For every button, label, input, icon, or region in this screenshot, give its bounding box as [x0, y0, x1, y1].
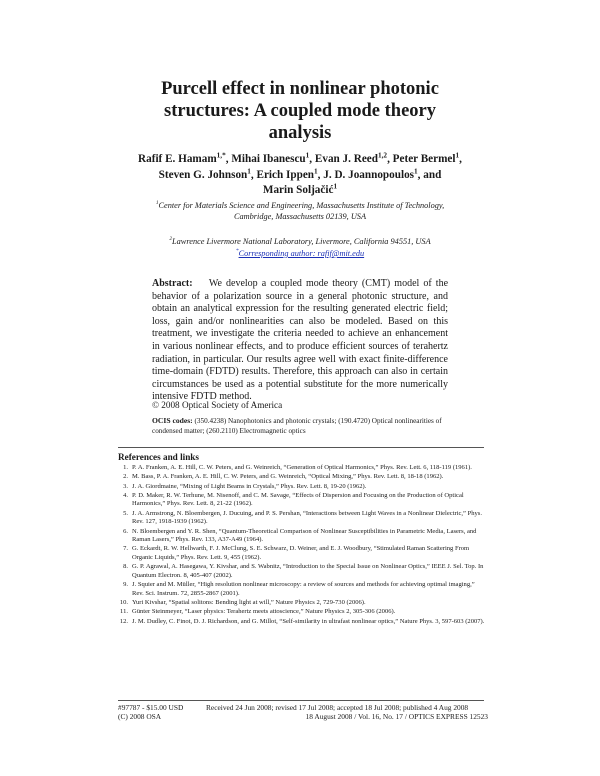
ocis-text: (350.4238) Nanophotonics and photonic crystals; (190.4720) Optical nonlinearities of condensed matter; (260.2110) Electromagnetic optics: [152, 417, 442, 435]
ocis-codes: [152, 416, 452, 436]
reference-text: J. A. Giordmaine, “Mixing of Light Beams in Crystals,” Phys. Rev. Lett. 8, 19-20 (1962).: [132, 482, 367, 490]
references-heading: References and links: [118, 452, 199, 462]
abstract-text: We develop a coupled mode theory (CMT) model of the behavior of a polarization source in a general photonic structure, and obtain an analytical expression for the resulting generated electric field; loss, gain and/or nonlinearities can also be modeled. Based on this treatment, we investigate the criteria needed to achieve an enhancement in various nonlinear effects, and to produce efficient sources of terahertz radiation, in particular. Our results agree well with exact finite-difference time-domain (FDTD) results. Therefore, this approach can also in certain circumstances be used as a potential substitute for the more numerically intensive FDTD method.: [152, 278, 449, 403]
reference-text: P. A. Franken, A. E. Hill, C. W. Peters, and G. Weinreich, “Generation of Optical Harmonics,” Phys. Rev. Lett. 6, 118-119 (1961).: [132, 464, 472, 471]
reference-item: [118, 492, 486, 509]
footer-dates: Received 24 Jun 2008; revised 17 Jul 2008; accepted 18 Jul 2008; published 4 Aug 2008: [206, 703, 469, 712]
author-affil-mark: 1,*: [216, 151, 226, 160]
reference-item: [118, 528, 486, 545]
footer-copyright: (C) 2008 OSA: [118, 712, 162, 721]
reference-item: [118, 483, 486, 492]
reference-text: N. Bloembergen and Y. R. Shen, “Quantum-Theoretical Comparison of Nonlinear Susceptibilities in Parametric Media, Lasers, and Raman Lasers,” Phys. Rev. 133, A37-A49 (1964).: [132, 527, 477, 544]
footer-divider: [118, 700, 484, 701]
author-affil-mark: 1: [314, 166, 318, 175]
author-affil-mark: 1: [414, 166, 418, 175]
reference-number: 6.: [123, 527, 128, 535]
author-name: Steven G. Johnson: [158, 168, 248, 181]
author-affil-mark: 1: [247, 166, 251, 175]
reference-number: 11.: [120, 608, 128, 616]
reference-text: G. Eckardt, R. W. Hellwarth, F. J. McClung, S. E. Schwarz, D. Weiner, and E. J. Woodbury, “Stimulated Raman Scattering From Organic Liquids,” Phys. Rev. Lett. 9, 455 (1962).: [132, 545, 470, 562]
author-separator: ,: [459, 153, 462, 165]
reference-number: 12.: [119, 617, 128, 625]
affiliation-llnl: [110, 236, 490, 247]
abstract: [152, 278, 448, 404]
reference-number: 8.: [123, 563, 128, 571]
reference-number: 4.: [123, 491, 128, 499]
reference-text: P. D. Maker, R. W. Terhune, M. Nisenoff, and C. M. Savage, “Effects of Dispersion and Focusing on the Production of Optical Harmonics,” Phys. Rev. Lett. 8, 21-22 (1962).: [132, 491, 464, 508]
reference-item: [118, 510, 486, 527]
author-line: [110, 152, 490, 168]
reference-text: Yuri Kivshar, “Spatial solitons: Bending light at will,” Nature Physics 2, 729-730 (2006).: [132, 599, 366, 607]
footer-price: #97787 - $15.00 USD: [118, 703, 184, 712]
reference-text: G. P. Agrawal, A. Hasegawa, Y. Kivshar, and S. Wabnitz, “Introduction to the Special Issue on Nonlinear Optics,” IEEE J. Sel. Top. In Quantum Electron. 8, 405-407 (2002).: [132, 563, 484, 580]
affil-text: Cambridge, Massachusetts 02139, USA: [233, 212, 367, 221]
author-separator: , and: [417, 168, 442, 181]
author-name: , Erich Ippen: [250, 168, 315, 181]
references-list: [118, 464, 486, 627]
reference-item: [118, 464, 486, 473]
author-name: , Peter Bermel: [387, 153, 456, 165]
reference-text: Günter Steinmeyer, “Laser physics: Terahertz meets attoscience,” Nature Physics 2, 305-306 (2006).: [132, 608, 396, 616]
divider: [118, 447, 484, 448]
title-line: analysis: [268, 123, 332, 143]
reference-number: 5.: [123, 509, 128, 517]
affil-mark: *: [235, 248, 239, 255]
reference-text: J. M. Dudley, C. Finot, D. J. Richardson, and G. Millot, “Self-similarity in ultrafast nonlinear optics,” Nature Phys. 3, 597-603 (2007).: [132, 617, 485, 625]
author-affil-mark: 1: [333, 182, 338, 191]
reference-item: [118, 599, 486, 608]
author-affil-mark: 1: [455, 151, 460, 160]
reference-number: 7.: [123, 545, 128, 553]
reference-item: [118, 581, 486, 598]
author-name: Marin Soljačić: [262, 184, 334, 196]
author-affil-mark: 1,2: [377, 151, 388, 160]
author-line: [110, 183, 490, 199]
abstract-label: Abstract:: [152, 278, 193, 289]
affil-mark: 1: [155, 200, 159, 207]
reference-text: J. A. Armstrong, N. Bloembergen, J. Ducuing, and P. S. Pershan, “Interactions between Light Waves in a Nonlinear Dielectric,” Phys. Rev. 127, 1918-1939 (1962).: [132, 509, 482, 526]
reference-text: M. Bass, P. A. Franken, A. E. Hill, C. W. Peters, and G. Weinreich, “Optical Mixing,” Phys. Rev. Lett. 8, 18-18 (1962).: [132, 473, 444, 481]
author-name: Rafif E. Hamam: [138, 153, 217, 165]
reference-number: 3.: [123, 482, 128, 490]
reference-number: 2.: [123, 473, 128, 481]
title-line: Purcell effect in nonlinear photonic: [161, 79, 439, 99]
reference-number: 9.: [123, 581, 128, 589]
affiliation-mit: [110, 200, 490, 222]
reference-item: [118, 563, 486, 580]
author-name: , Evan J. Reed: [309, 153, 378, 165]
reference-number: 10.: [119, 599, 128, 607]
reference-item: [118, 473, 486, 482]
author-affil-mark: 1: [305, 151, 310, 160]
corresponding-author-link[interactable]: Corresponding author: rafif@mit.edu: [238, 249, 365, 258]
copyright-notice: © 2008 Optical Society of America: [152, 400, 283, 410]
affil-text: Lawrence Livermore National Laboratory, Livermore, California 94551, USA: [172, 237, 431, 246]
ocis-label: OCIS codes:: [152, 416, 193, 425]
reference-item: [118, 608, 486, 617]
paper-title: [100, 78, 500, 144]
corresponding-author[interactable]: [110, 248, 490, 259]
reference-item: [118, 545, 486, 562]
title-line: structures: A coupled mode theory: [164, 101, 436, 121]
reference-text: J. Squier and M. Müller, “High resolution nonlinear microscopy: a review of sources and methods for achieving optimal imaging,” Rev. Sci. Instrum. 72, 2855-2867 (2001).: [132, 581, 475, 597]
affil-text: Center for Materials Science and Engineering, Massachusetts Institute of Technology,: [158, 201, 445, 210]
footer-citation: 18 August 2008 / Vol. 16, No. 17 / OPTICS EXPRESS 12523: [305, 712, 488, 721]
author-line: [110, 168, 490, 184]
reference-number: 1.: [123, 464, 128, 471]
author-name: , J. D. Joannopoulos: [317, 168, 415, 181]
author-name: , Mihai Ibanescu: [225, 153, 306, 165]
affil-mark: 2: [169, 236, 173, 243]
author-list: [110, 152, 490, 199]
reference-item: [118, 618, 486, 627]
